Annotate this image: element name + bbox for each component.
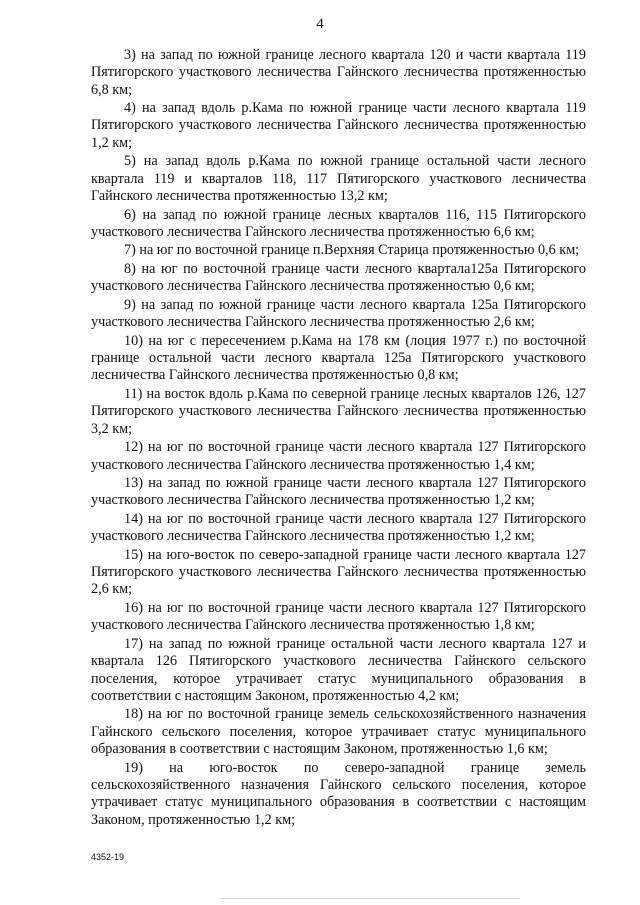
boundary-item-3: 3) на запад по южной границе лесного квартала 120 и части квартала 119 Пятигорского участкового лесничества Гайнского лесничества протяженностью 6,8 км; bbox=[91, 47, 586, 98]
boundary-item-11: 11) на восток вдоль р.Кама по северной границе лесных кварталов 126, 127 Пятигорского участкового лесничества Гайнского лесничества протяженностью 3,2 км; bbox=[91, 386, 586, 437]
boundary-item-15: 15) на юго-восток по северо-западной границе части лесного квартала 127 Пятигорского участкового лесничества Гайнского лесничества протяженностью 2,6 км; bbox=[91, 546, 586, 598]
boundary-item-16: 16) на юг по восточной границе части лесного квартала 127 Пятигорского участкового лесничества Гайнского лесничества протяженностью 1,8 км; bbox=[91, 600, 586, 634]
boundary-item-10: 10) на юг с пересечением р.Кама на 178 км (лоция 1977 г.) по восточной границе остальной части лесного квартала 125а Пятигорского участкового лесничества Гайнского лесничества протяженностью 0,8 км; bbox=[91, 332, 586, 384]
boundary-item-12: 12) на юг по восточной границе части лесного квартала 127 Пятигорского участкового лесничества Гайнского лесничества протяженностью 1,4 км; bbox=[91, 439, 586, 473]
boundary-item-5: 5) на запад вдоль р.Кама по южной границе остальной части лесного квартала 119 и кварталов 118, 117 Пятигорского участкового лесничества Гайнского лесничества протяженностью 13,2 км; bbox=[91, 153, 586, 204]
boundary-item-18: 18) на юг по восточной границе земель сельскохозяйственного назначения Гайнского сельского поселения, которое утрачивает статус муниципального образования в соответствии с настоящим Законом, протяженностью 1,6 км; bbox=[91, 706, 586, 758]
boundary-item-7: 7) на юг по восточной границе п.Верхняя Старица протяженностью 0,6 км; bbox=[124, 242, 580, 259]
boundary-item-14: 14) на юг по восточной границе части лесного квартала 127 Пятигорского участкового лесничества Гайнского лесничества протяженностью 1,2 км; bbox=[91, 510, 586, 545]
scan-artifact-line bbox=[220, 898, 520, 899]
boundary-item-8: 8) на юг по восточной границе части лесного квартала125а Пятигорского участкового лесничества Гайнского лесничества протяженностью 0,6 км; bbox=[91, 261, 586, 295]
page-number: 4 bbox=[316, 16, 324, 32]
boundary-item-4: 4) на запад вдоль р.Кама по южной границе части лесного квартала 119 Пятигорского участкового лесничества Гайнского лесничества протяженностью 1,2 км; bbox=[91, 100, 586, 151]
boundary-item-17: 17) на запад по южной границе остальной части лесного квартала 127 и квартала 126 Пятигорского участкового лесничества Гайнского сельского поселения, которое утрачивает статус муниципального образования в соответствии с настоящим Законом, протяженностью 4,2 км; bbox=[91, 635, 586, 704]
document-code: 4352-19 bbox=[91, 852, 125, 862]
boundary-item-6: 6) на запад по южной границе лесных кварталов 116, 115 Пятигорского участкового лесничества Гайнского лесничества протяженностью 6,6 км; bbox=[91, 206, 586, 240]
boundary-item-9: 9) на запад по южной границе части лесного квартала 125а Пятигорского участкового лесничества Гайнского лесничества протяженностью 2,6 км; bbox=[91, 296, 586, 331]
boundary-item-19: 19) на юго-восток по северо-западной границе земель сельскохозяйственного назначения Гайнского сельского поселения, которое утрачивает статус муниципального образования в соответствии с настоящим Законом, протяженностью 1,2 км; bbox=[91, 759, 586, 828]
document-body bbox=[91, 47, 586, 830]
boundary-item-13: 13) на запад по южной границе части лесного квартала 127 Пятигорского участкового лесничества Гайнского лесничества протяженностью 1,2 км; bbox=[91, 475, 586, 509]
